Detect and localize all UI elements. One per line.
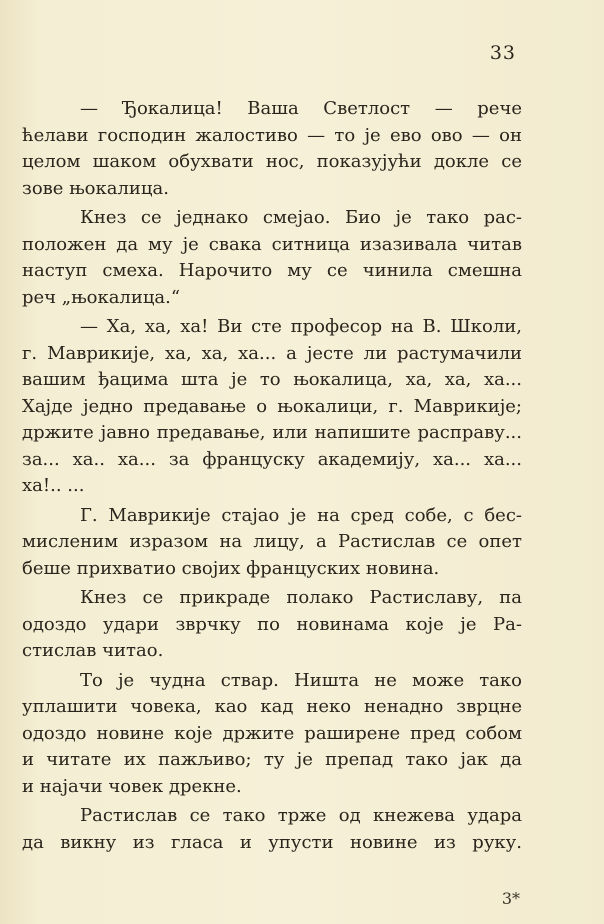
text-line: стислав читао. xyxy=(22,640,164,661)
page-number: 33 xyxy=(489,42,516,64)
text-line: одоздо новине које држите раширене пред собом xyxy=(22,722,522,744)
text-line: за... ха.. ха... за француску академију, ха... ха... xyxy=(22,448,522,470)
text-line: да викну из гласа и упусти новине из руку. xyxy=(22,831,522,853)
paragraph-4 xyxy=(22,503,522,583)
text-line: целом шаком обухвати нос, показујући докле се xyxy=(22,151,522,172)
text-line: уплашити човека, као кад неко ненадно зврцне xyxy=(22,696,522,717)
paragraph-6 xyxy=(22,668,522,801)
text-line: г. Маврикије, ха, ха, ха... а јесте ли растумачили xyxy=(22,342,522,364)
text-line: вашим ђацима шта је то њокалица, ха, ха, ха... xyxy=(22,369,522,390)
text-line: Г. Маврикије стајао је на сред собе, с бес- xyxy=(80,504,522,526)
text-line: беше прихватио својих француских новина. xyxy=(22,557,440,579)
paragraph-7 xyxy=(22,803,522,856)
text-line: ха!.. ... xyxy=(22,475,85,496)
text-line: положен да му је свака ситница изазивала читав xyxy=(22,233,522,255)
text-line: држите јавно предавање, или напишите расправу... xyxy=(22,422,522,443)
body-text xyxy=(22,96,522,859)
paragraph-1 xyxy=(22,96,522,202)
text-line: реч „њокалица.“ xyxy=(22,286,181,308)
text-line: и најачи човек дрекне. xyxy=(22,775,242,797)
text-line: Кнез се једнако смејао. Био је тако рас- xyxy=(80,207,522,228)
text-line: Кнез се прикраде полако Растиславу, па xyxy=(80,587,522,608)
text-line: Растислав се тако трже од кнежева удара xyxy=(80,805,522,826)
text-line: — Ха, ха, ха! Ви сте професор на В. Школи, xyxy=(80,316,522,337)
text-line: То је чудна ствар. Ништа не може тако xyxy=(80,669,522,691)
text-line: Хајде једно предавање о њокалици, г. Маврикије; xyxy=(22,395,522,417)
text-line: зове њокалица. xyxy=(22,177,169,199)
text-line: мисленим изразом на лицу, а Растислав се опет xyxy=(22,531,522,552)
text-line: ћелави господин жалостиво — то је ево ово — он xyxy=(22,124,522,146)
text-line: одоздо удари зврчку по новинама које је Ра- xyxy=(22,613,522,635)
text-line: — Ђокалица! Ваша Светлост — рече xyxy=(80,98,522,119)
paragraph-2 xyxy=(22,205,522,311)
paragraph-5 xyxy=(22,585,522,665)
paragraph-3 xyxy=(22,314,522,500)
text-line: и читате их пажљиво; ту је препад тако јак да xyxy=(22,749,522,770)
signature-mark: 3* xyxy=(501,889,520,908)
text-line: наступ смеха. Нарочито му се чинила смешна xyxy=(22,260,522,281)
